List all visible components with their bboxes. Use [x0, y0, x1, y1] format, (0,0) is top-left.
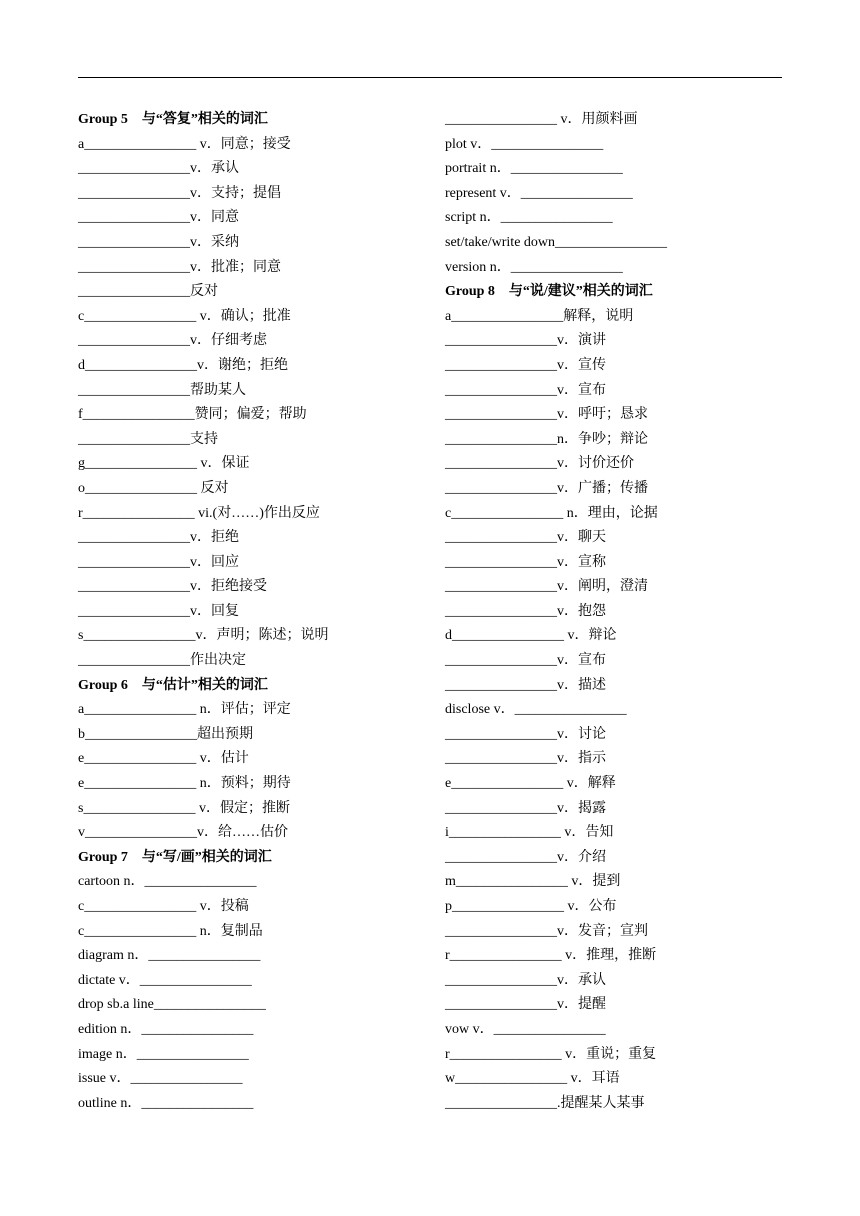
vocab-line: ________________v．介绍 — [445, 849, 606, 865]
vocab-line: p________________ v．公布 — [445, 899, 617, 914]
vocab-line: ________________v．广播；传播 — [445, 480, 648, 496]
vocab-line: e________________ n．预料；期待 — [78, 776, 291, 792]
vocab-line: issue v．________________ — [78, 1071, 243, 1087]
vocab-line: ________________v．宣传 — [445, 357, 606, 373]
group-heading: Group 5 与“答复”相关的词汇 — [78, 112, 268, 127]
vocab-line: ________________支持 — [78, 431, 218, 447]
vocab-line: c________________ v．投稿 — [78, 899, 249, 914]
vocab-line: ________________v．支持；提倡 — [78, 185, 281, 201]
vocab-line: ________________v．拒绝接受 — [78, 579, 267, 595]
vocab-line: ________________反对 — [78, 284, 218, 300]
vocab-line: ________________v．同意 — [78, 210, 239, 226]
vocab-line: d________________v．谢绝；拒绝 — [78, 357, 288, 373]
vocab-line: ________________v．回复 — [78, 603, 239, 619]
group-heading: Group 7 与“写/画”相关的词汇 — [78, 849, 272, 865]
right-column — [445, 108, 782, 1116]
vocab-line: ________________v．抱怨 — [445, 603, 606, 619]
vocab-line: ________________v．讨论 — [445, 726, 606, 742]
vocab-line: ________________作出决定 — [78, 653, 246, 669]
vocab-line: ________________v．聊天 — [445, 530, 606, 546]
vocab-line: ________________v．宣布 — [445, 653, 606, 669]
vocab-line: diagram n．________________ — [78, 948, 261, 964]
vocab-line: ________________.提醒某人某事 — [445, 1095, 645, 1111]
vocab-line: e________________ v．估计 — [78, 751, 249, 767]
vocab-line: d________________ v．辩论 — [445, 628, 617, 644]
vocab-line: vow v．________________ — [445, 1021, 606, 1037]
vocab-line: represent v．________________ — [445, 185, 633, 201]
vocab-line: ________________v．拒绝 — [78, 530, 239, 546]
vocab-line: w________________ v．耳语 — [445, 1071, 620, 1087]
vocab-line: ________________v．仔细考虑 — [78, 333, 267, 349]
vocab-line: a________________ n．评估；评定 — [78, 702, 291, 718]
vocab-line: image n．________________ — [78, 1046, 249, 1062]
vocab-line: plot v．________________ — [445, 136, 604, 152]
vocab-line: ________________v．讨价还价 — [445, 456, 634, 472]
vocab-line: ________________v．呼吁；恳求 — [445, 407, 648, 423]
vocab-line: ________________v．承认 — [78, 161, 239, 177]
vocab-line: e________________ v．解释 — [445, 776, 616, 792]
vocab-line: ________________v．指示 — [445, 751, 606, 767]
vocab-line: portrait n．________________ — [445, 161, 623, 177]
vocab-line: m________________ v．提到 — [445, 874, 621, 890]
vocab-line: s________________ v．假定；推断 — [78, 800, 290, 816]
vocab-line: ________________v．回应 — [78, 554, 239, 570]
vocab-line: drop sb.a line________________ — [78, 997, 266, 1013]
vocab-line: dictate v．________________ — [78, 972, 252, 988]
vocab-line: a________________ v．同意；接受 — [78, 136, 291, 152]
vocab-line: v________________v．给……估价 — [78, 825, 288, 841]
vocab-line: ________________v．宣称 — [445, 554, 606, 570]
vocab-line: ________________ v．用颜料画 — [445, 112, 638, 127]
vocab-line: c________________ n．复制品 — [78, 923, 263, 939]
vocab-line: r________________ v．重说；重复 — [445, 1046, 657, 1062]
header-rule — [78, 77, 782, 78]
vocab-line: outline n．________________ — [78, 1095, 254, 1111]
vocab-line: r________________ vi.(对……)作出反应 — [78, 505, 320, 521]
vocab-line: ________________v．阐明，澄清 — [445, 579, 648, 595]
vocab-line: ________________v．采纳 — [78, 234, 239, 250]
vocab-line: c________________ n．理由，论据 — [445, 505, 658, 521]
vocab-line: ________________帮助某人 — [78, 382, 246, 398]
vocab-line: script n．________________ — [445, 210, 613, 226]
vocab-line: disclose v．________________ — [445, 702, 627, 718]
vocab-line: s________________v．声明；陈述；说明 — [78, 628, 329, 644]
vocab-line: b________________超出预期 — [78, 726, 253, 742]
vocab-line: o________________ 反对 — [78, 480, 229, 496]
vocab-line: ________________v．承认 — [445, 972, 606, 988]
vocab-line: c________________ v．确认；批准 — [78, 308, 291, 324]
vocab-line: f________________赞同；偏爱；帮助 — [78, 407, 307, 423]
vocab-line: i________________ v．告知 — [445, 825, 614, 841]
vocab-line: edition n．________________ — [78, 1021, 254, 1037]
left-column — [78, 108, 418, 1116]
vocab-line: ________________v．宣布 — [445, 382, 606, 398]
vocab-line: ________________v．描述 — [445, 677, 606, 693]
vocab-line: ________________n．争吵；辩论 — [445, 431, 648, 447]
group-heading: Group 6 与“估计”相关的词汇 — [78, 677, 268, 693]
vocab-line: version n．________________ — [445, 259, 623, 275]
vocab-line: ________________v．提醒 — [445, 997, 606, 1013]
vocab-line: ________________v．演讲 — [445, 333, 606, 349]
vocab-line: ________________v．批准；同意 — [78, 259, 281, 275]
vocab-line: g________________ v．保证 — [78, 456, 250, 472]
vocab-line: cartoon n．________________ — [78, 874, 257, 890]
vocab-line: ________________v．揭露 — [445, 800, 606, 816]
vocab-line: r________________ v．推理，推断 — [445, 948, 657, 964]
vocab-line: set/take/write down________________ — [445, 234, 668, 250]
vocab-line: a________________解释，说明 — [445, 308, 634, 324]
group-heading: Group 8 与“说/建议”相关的词汇 — [445, 284, 653, 300]
vocab-line: ________________v．发音；宣判 — [445, 923, 648, 939]
